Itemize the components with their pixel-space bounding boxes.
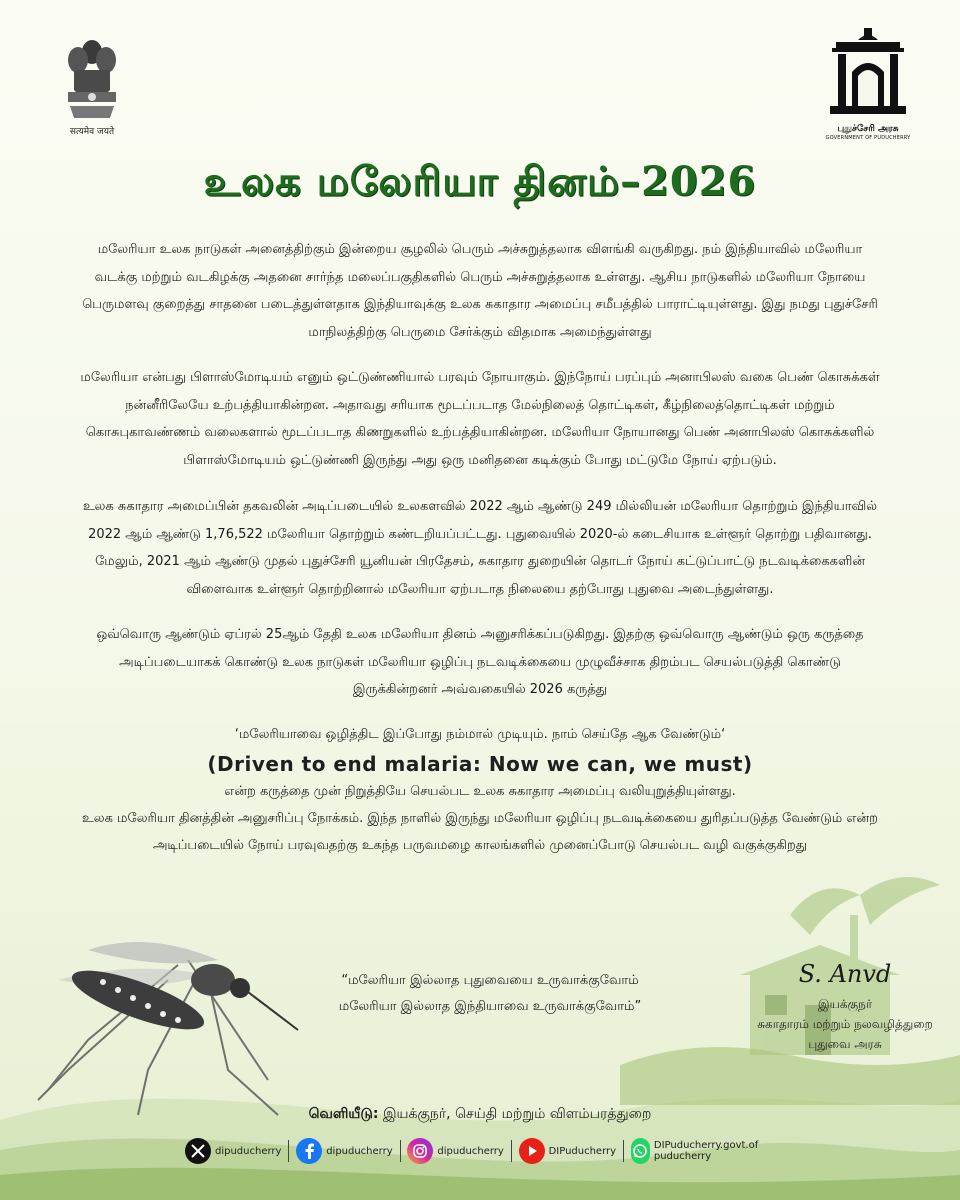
govt-name-english: GOVERNMENT OF PUDUCHERRY [825,135,911,141]
divider [288,1140,289,1162]
publisher-label: வெளியீடு: [308,1106,379,1122]
theme-quote-english: (Driven to end malaria: Now we can, we must) [207,751,753,776]
instagram-icon [407,1138,433,1164]
social-x-handle: dipuducherry [215,1145,282,1157]
signatory-department: சுகாதாரம் மற்றும் நலவழித்துறை [757,1017,933,1031]
closing-line-1: என்ற கருத்தை முன் நிறுத்தியே செயல்பட உலக சுகாதார அமைப்பு வலியுறுத்தியுள்ளது. [224,783,736,799]
social-facebook-handle: dipuducherry [326,1145,393,1157]
youtube-icon [519,1138,545,1164]
mosquito-icon [28,920,328,1120]
publisher-name: இயக்குநர், செய்தி மற்றும் விளம்பரத்துறை [382,1106,652,1122]
national-emblem [52,30,132,150]
theme-quote-tamil: ‘மலேரியாவை ஒழித்திட இப்போது நம்மால் முடியும். நாம் செய்தே ஆக வேண்டும்‘ [234,726,726,742]
monument-icon [828,26,908,118]
social-youtube[interactable] [519,1138,616,1164]
social-instagram[interactable] [407,1138,503,1164]
facebook-icon [296,1138,322,1164]
closing-line-2: உலக மலேரியா தினத்தின் அனுசரிப்பு நோக்கம். இந்த நாளில் இருந்து மலேரியா ஒழிப்பு நடவடிக்கையை துரிதப்படுத்த வேண்டும் என்ற அடிப்படையில் நோய் பரவுவதற்கு உகந்த பருவமழை காலங்களில் முனைப்போடு செயல்பட வழி வகுக்குகிறது [82,810,878,853]
signatory-designation: இயக்குநர் [817,997,873,1011]
paragraph-statistics: உலக சுகாதார அமைப்பின் தகவலின் அடிப்படையில் உலகளவில் 2022 ஆம் ஆண்டு 249 மில்லியன் மலேரியா தொற்றும் இந்தியாவில் 2022 ஆம் ஆண்டு 1,76,522 மலேரியா தொற்றும் கண்டறியப்பட்டது. புதுவையில் 2020-ல் கடைசியாக உள்ளூர் தொற்று பதிவானது. மேலும், 2021 ஆம் ஆண்டு முதல் புதுச்சேரி யூனியன் பிரதேசம், சுகாதார துறையின் தொடர் நோய் கட்டுப்பாட்டு நடவடிக்கைகளின் விளைவாக உள்ளூர் தொற்றினால் மலேரியா ஏற்படாத நிலையை தற்போது புதுவை அடைந்துள்ளது. [82,499,878,597]
social-instagram-handle: dipuducherry [437,1145,504,1157]
slogans [290,968,690,1020]
signature: S. Anvd [798,960,892,988]
divider [511,1140,512,1162]
social-facebook[interactable] [296,1138,392,1164]
social-whatsapp-handle: DIPuducherry.govt.of puducherry [653,1140,759,1162]
social-links [185,1136,775,1166]
paragraph-intro: மலேரியா உலக நாடுகள் அனைத்திற்கும் இன்றைய சூழலில் பெரும் அச்சுறுத்தலாக விளங்கி வருகிறது. நம் இந்தியாவில் மலேரியா வடக்கு மற்றும் வடகிழக்கு அதனை சார்ந்த மலைப்பகுதிகளில் பெரும் அச்சுறுத்தலாக உள்ளது. ஆசிய நாடுகளில் மலேரியா நோயை பெருமளவு குறைத்து சாதனை படைத்துள்ளதாக இந்தியாவுக்கு உலக சுகாதார அமைப்பு சமீபத்தில் பாராட்டியுள்ளது. இது நமது புதுச்சேரி மாநிலத்திற்கு பெருமை சேர்க்கும் விதமாக அமைந்துள்ளது [82,242,878,340]
emblem-motto: सत्यमेव जयते [69,127,115,137]
signatory-government: புதுவை அரசு [808,1037,882,1051]
whatsapp-icon [631,1138,650,1164]
slogan-india: மலேரியா இல்லாத இந்தியாவை உருவாக்குவோம்” [338,999,642,1014]
social-x[interactable] [185,1138,281,1164]
lion-capital-icon [60,30,124,122]
divider [400,1140,401,1162]
main-content [78,236,882,859]
page-title: உலக மலேரியா தினம்–2026 [203,158,757,205]
paragraph-world-day: ஒவ்வொரு ஆண்டும் ஏப்ரல் 25ஆம் தேதி உலக மலேரியா தினம் அனுசரிக்கப்படுகிறது. இதற்கு ஒவ்வொரு ஆண்டும் ஒரு கருத்தை அடிப்படையாகக் கொண்டு உலக நாடுகள் மலேரியா ஒழிப்பு நடவடிக்கையை முழுவீச்சாக திறம்பட செயல்படுத்தி கொண்டு இருக்கின்றனர் அவ்வகையில் 2026 கருத்து [96,627,864,697]
publisher-line [0,1106,960,1124]
govt-name-tamil: புதுச்சேரி அரசு [837,124,899,134]
signature-block [740,960,950,1054]
divider [623,1140,624,1162]
puducherry-govt-emblem [818,26,918,156]
social-youtube-handle: DIPuducherry [548,1145,617,1157]
social-whatsapp[interactable] [631,1138,775,1164]
x-icon [185,1138,211,1164]
paragraph-cause: மலேரியா என்பது பிளாஸ்மோடியம் எனும் ஒட்டுண்ணியால் பரவும் நோயாகும். இந்நோய் பரப்பும் அனாபிலஸ் வகை பெண் கொசுக்கள் நன்னீரிலேயே உற்பத்தியாகின்றன. அதாவது சரியாக மூடப்படாத மேல்நிலைத் தொட்டிகள், கீழ்நிலைத்தொட்டிகள் மற்றும் கொசுபுகாவண்ணம் வலைகளால் மூடப்படாத கிணறுகளில் உற்பத்தியாகின்றன. மலேரியா நோயானது பெண் அனாபிலஸ் கொசுக்களில் பிளாஸ்மோடியம் ஒட்டுண்ணி இருந்து அது ஒரு மனிதனை கடிக்கும் போது மட்டுமே நோய் ஏற்படும். [80,370,880,468]
slogan-puducherry: “மலேரியா இல்லாத புதுவையை உருவாக்குவோம் [341,973,639,988]
